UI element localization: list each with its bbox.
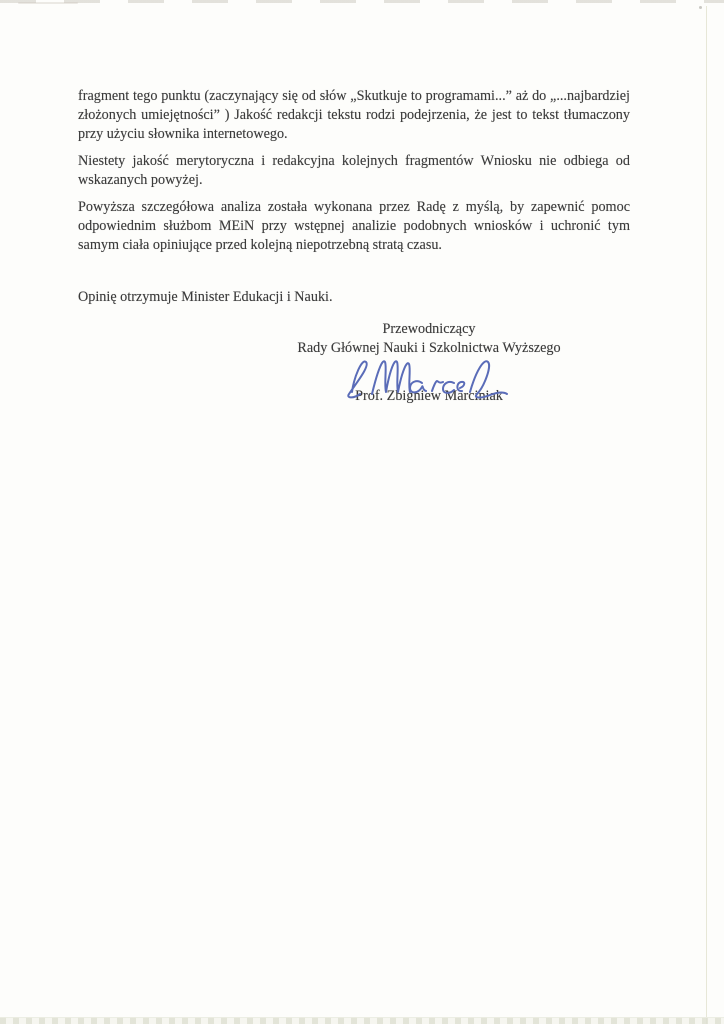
scan-artifact-speck — [699, 6, 702, 9]
letter-body — [78, 87, 630, 315]
signature-block — [268, 320, 590, 406]
signatory-organization: Rady Głównej Nauki i Szkolnictwa Wyższego — [297, 340, 561, 356]
paragraph-purpose-of-analysis: Powyższa szczegółowa analiza została wykonana przez Radę z myślą, by zapewnić pomoc odpowiednim służbom MEiN przy wstępnej analizie podobnych wniosków i uchronić tym samym ciała opiniujące przed kolejną niepotrzebną stratą czasu. — [78, 199, 630, 253]
scan-artifact-bottom-edge — [0, 1017, 724, 1024]
scan-artifact-top-smudge — [18, 2, 78, 4]
paragraph-quality-remark: Niestety jakość merytoryczna i redakcyjna kolejnych fragmentów Wniosku nie odbiega od wskazanych powyżej. — [78, 153, 630, 188]
scan-artifact-right-edge — [706, 6, 707, 1024]
paragraph-fragment-analysis: fragment tego punktu (zaczynający się od słów „Skutkuje to programami...” aż do „...najbardziej złożonych umiejętności” ) Jakość redakcji tekstu rodzi podejrzenia, że jest to tekst tłumaczony przy użyciu słownika internetowego. — [78, 88, 630, 142]
signatory-title: Przewodniczący — [382, 321, 476, 337]
signatory-name: Prof. Zbigniew Marciniak — [355, 388, 503, 404]
recipient-line: Opinię otrzymuje Minister Edukacji i Nauki. — [78, 289, 333, 305]
scan-artifact-top-edge — [0, 0, 724, 3]
